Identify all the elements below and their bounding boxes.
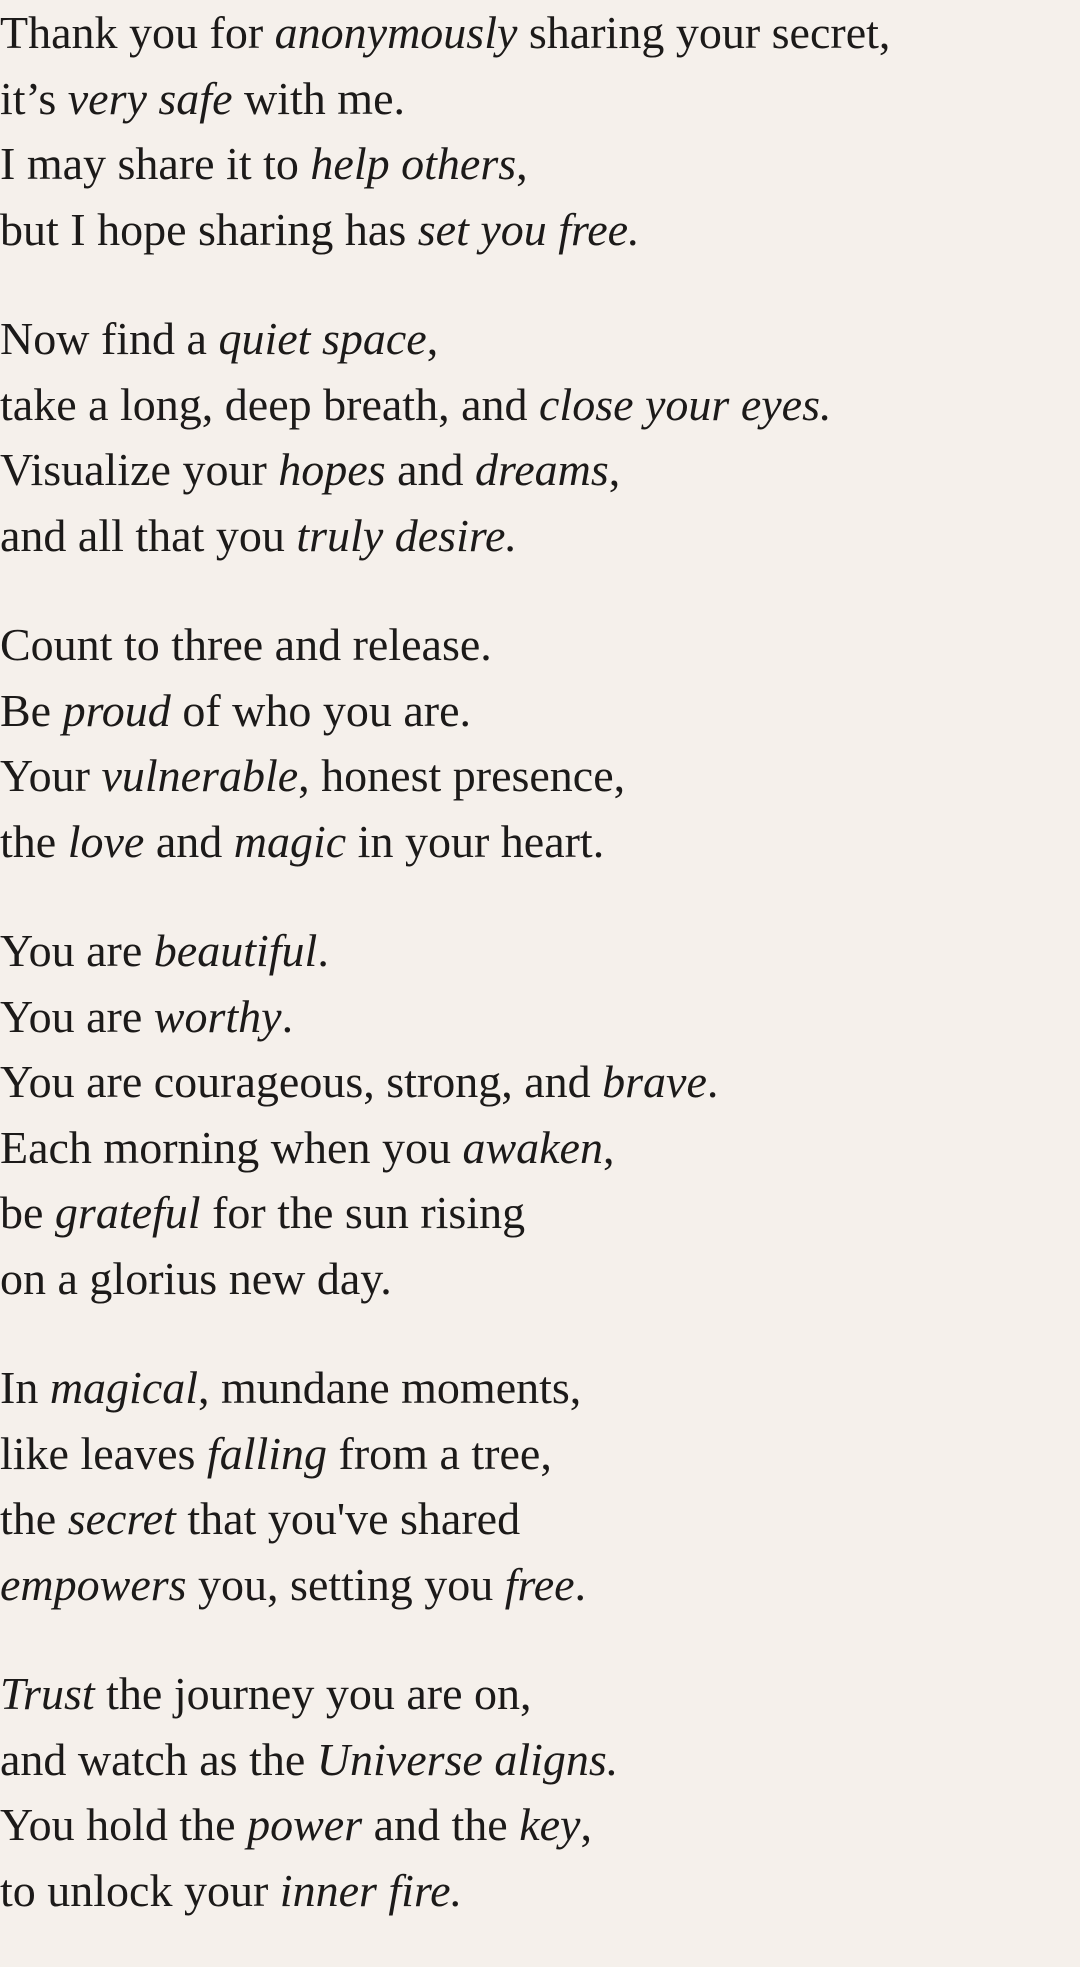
emphasis-text: truly desire. [296,509,517,561]
emphasis-text: empowers [0,1558,187,1610]
poem-line [0,437,1080,503]
emphasis-text: magic [233,815,347,867]
emphasis-text: vulnerable [101,750,299,801]
line-text: Now find a [0,313,219,364]
poem-line [0,1792,1080,1858]
stanza [0,918,1080,1311]
line-text: and watch as the [0,1733,317,1785]
poem-line [0,197,1080,263]
poem-line [0,1355,1080,1421]
line-text: , [580,1799,592,1850]
line-text: Visualize your [0,444,279,495]
line-text: In [0,1362,50,1413]
poem-line [0,918,1080,984]
emphasis-text: power [247,1799,363,1850]
emphasis-text: falling [206,1427,328,1479]
line-text: but I hope sharing has [0,203,418,255]
line-text: to unlock your [0,1864,280,1916]
stanza [0,612,1080,874]
line-text: Each morning when you [0,1121,463,1173]
line-text: . [317,925,329,976]
line-text: be [0,1187,55,1238]
emphasis-text: Universe aligns. [316,1733,619,1785]
line-text: take a long, deep breath, and [0,378,539,430]
poem-line [0,1486,1080,1552]
line-text: Your [0,750,102,801]
emphasis-text: key [519,1799,581,1850]
poem-line [0,984,1080,1050]
line-text: Count to three and release. [0,619,492,670]
poem-line [0,372,1080,438]
stanza [0,1661,1080,1923]
poem-line [0,306,1080,372]
line-text: Be [0,684,63,736]
stanza [0,306,1080,568]
emphasis-text: worthy [153,990,282,1042]
line-text: , honest presence, [298,750,626,801]
line-text: You are [0,990,154,1042]
line-text: and [144,815,234,867]
emphasis-text: grateful [54,1187,201,1238]
poem-line [0,1661,1080,1727]
emphasis-text: close your eyes. [539,378,832,430]
emphasis-text: free [504,1558,575,1610]
line-text: in your heart. [346,815,605,867]
line-text: the [0,815,68,867]
poem-line [0,1180,1080,1246]
emphasis-text: set you free. [417,203,640,255]
line-text: on a glorius new day. [0,1252,392,1304]
poem-line [0,809,1080,875]
stanza [0,0,1080,262]
poem-line [0,1858,1080,1924]
poem-line [0,131,1080,197]
line-text: You hold the [0,1799,248,1850]
line-text: . [281,990,294,1042]
line-text: I may share it to [0,138,311,189]
line-text: . [706,1056,719,1107]
emphasis-text: magical [49,1362,199,1413]
emphasis-text: Trust [0,1668,95,1719]
poem-line [0,1552,1080,1618]
poem-line [0,66,1080,132]
poem-line [0,0,1080,66]
line-text: with me. [232,72,405,124]
emphasis-text: inner fire. [279,1864,463,1916]
line-text: , mundane moments, [198,1362,582,1413]
line-text: You are courageous, strong, and [0,1056,603,1107]
poem-line [0,1246,1080,1312]
line-text: for the sun rising [200,1187,526,1238]
emphasis-text: brave [602,1056,707,1107]
line-text: you, setting you [186,1558,505,1610]
line-text: like leaves [0,1427,207,1479]
poem-line [0,1727,1080,1793]
emphasis-text: proud [62,684,171,736]
emphasis-text: dreams [475,444,609,495]
emphasis-text: love [67,815,145,867]
line-text: Thank you for [0,7,275,58]
stanza [0,1355,1080,1617]
line-text: , [608,444,621,495]
line-text: . [574,1558,587,1610]
line-text: the journey you are on, [94,1668,532,1719]
line-text: You are [0,925,154,976]
poem-line [0,1049,1080,1115]
poem-line [0,743,1080,809]
emphasis-text: awaken [462,1121,603,1173]
line-text: , [602,1121,615,1173]
line-text: it’s [0,72,68,124]
emphasis-text: very safe [67,72,233,124]
emphasis-text: quiet space [218,313,427,364]
emphasis-text: anonymously [274,7,518,58]
poem-line [0,503,1080,569]
emphasis-text: beautiful [153,925,318,976]
poem-line [0,1421,1080,1487]
line-text: and the [362,1799,520,1850]
emphasis-text: help others [310,138,517,189]
poem-line [0,612,1080,678]
line-text: that you've shared [175,1493,521,1544]
emphasis-text: hopes [278,444,386,495]
line-text: of who you are. [170,684,472,736]
poem-line [0,678,1080,744]
poem-line [0,1115,1080,1181]
line-text: from a tree, [327,1427,552,1479]
line-text: , [426,313,439,364]
line-text: and [385,444,476,495]
line-text: and all that you [0,509,297,561]
emphasis-text: secret [67,1493,176,1544]
line-text: the [0,1493,68,1544]
line-text: , [516,138,528,189]
line-text: sharing your secret, [517,7,891,58]
